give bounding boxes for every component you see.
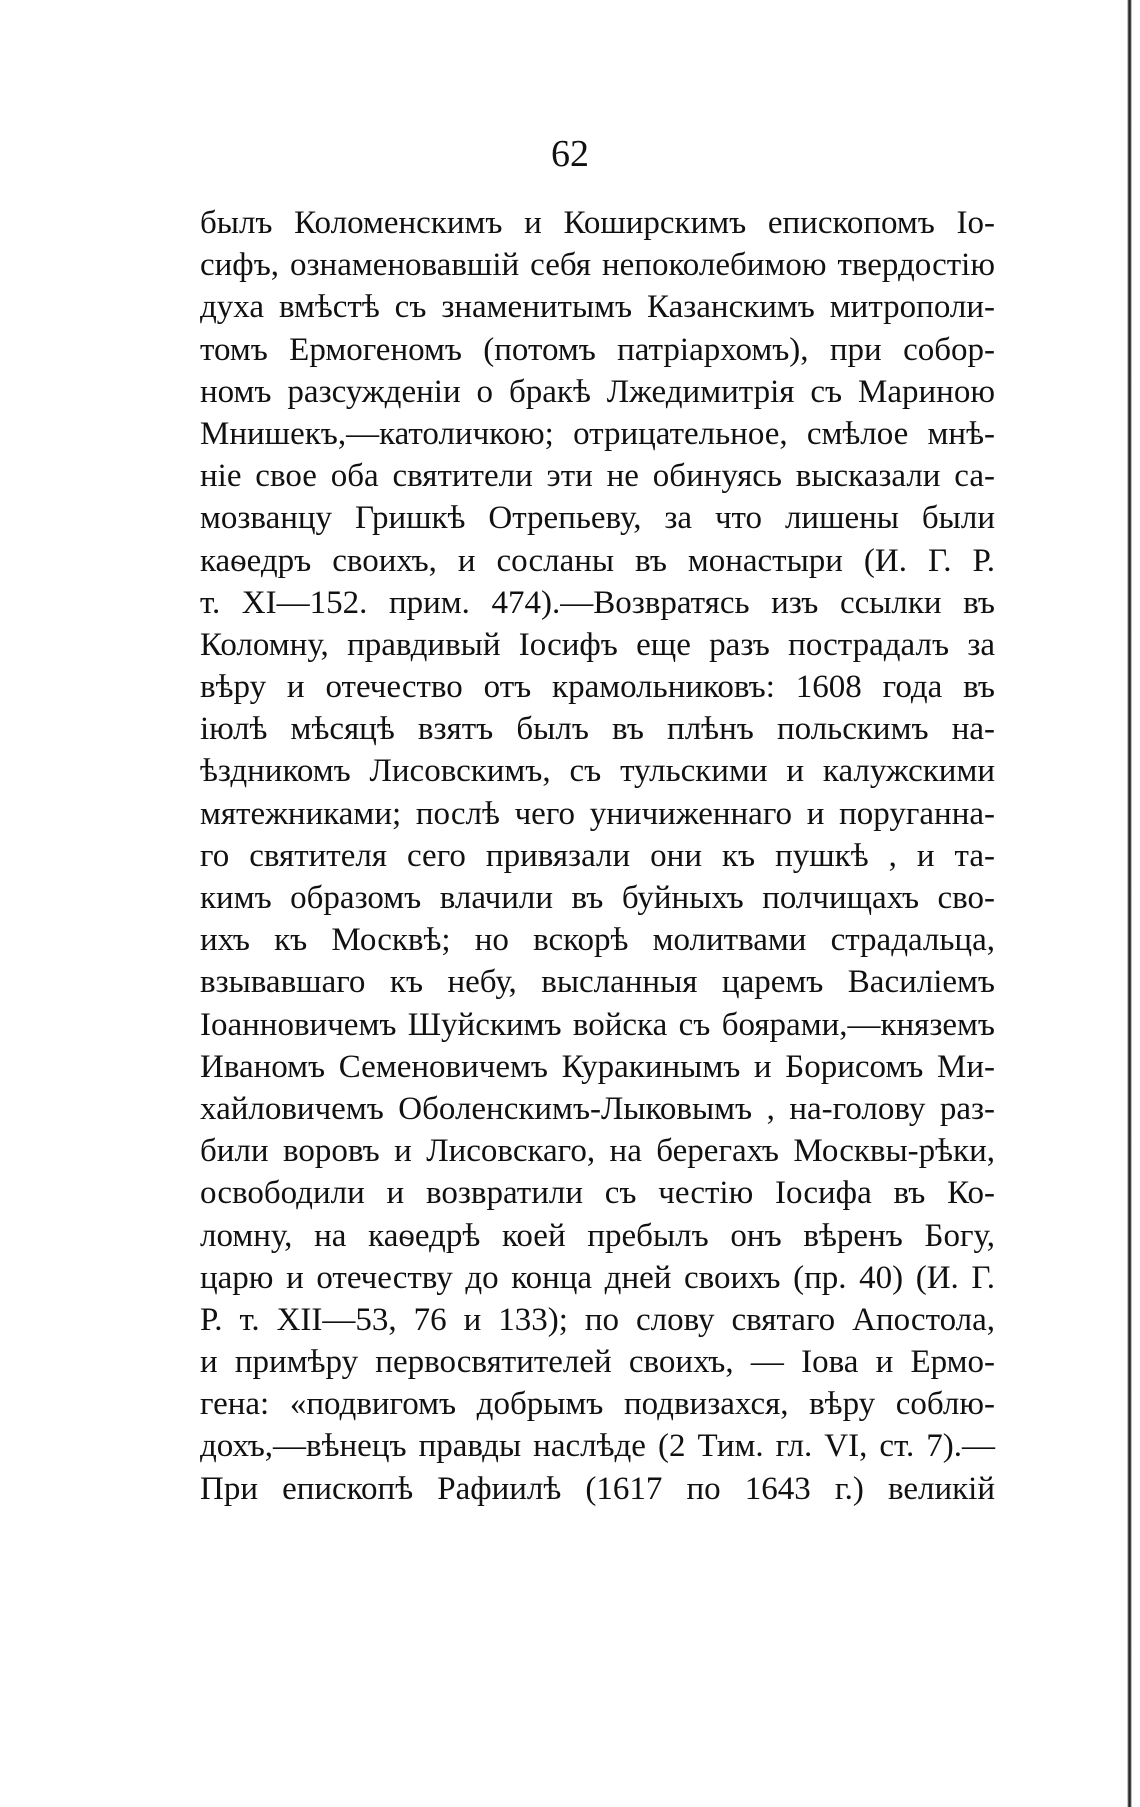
page-edge-line: [1127, 0, 1132, 1807]
page-number: 62: [551, 133, 589, 175]
text-line: кимъ образомъ влачили въ буйныхъ полчищахъ сво-: [200, 880, 995, 916]
text-line: и примѣру первосвятителей своихъ, — Іова и Ермо-: [200, 1344, 995, 1381]
text-line: Мнишекъ,—католичкою; отрицательное, смѣлое мнѣ-: [200, 415, 995, 452]
text-line: ихъ къ Москвѣ; но вскорѣ молитвами страдальца,: [200, 922, 995, 959]
text-line: освободили и возвратили съ честію Іосифа въ Ко-: [200, 1175, 995, 1212]
text-line: номъ разсужденіи о бракѣ Лжедимитрія съ Мариною: [200, 373, 995, 410]
text-line: іюлѣ мѣсяцѣ взятъ былъ въ плѣнъ польскимъ на-: [200, 711, 995, 748]
text-line: былъ Коломенскимъ и Коширскимъ епископомъ Іо-: [200, 205, 995, 241]
text-line: вѣру и отечество отъ крамольниковъ: 1608 года въ: [200, 669, 995, 706]
text-line: При епископѣ Рафиилѣ (1617 по 1643 г.) великій: [200, 1470, 995, 1507]
text-line: ѣздникомъ Лисовскимъ, съ тульскими и калужскими: [200, 753, 995, 790]
text-line: ломну, на каѳедрѣ коей пребылъ онъ вѣренъ Богу,: [200, 1217, 995, 1254]
text-line: били воровъ и Лисовскаго, на берегахъ Москвы-рѣки,: [200, 1133, 995, 1170]
text-line: Иваномъ Семеновичемъ Куракинымъ и Борисомъ Ми-: [200, 1048, 995, 1085]
text-line: Коломну, правдивый Іосифъ еще разъ пострадалъ за: [200, 626, 995, 663]
text-line: мозванцу Гришкѣ Отрепьеву, за что лишены были: [200, 500, 995, 537]
text-line: сифъ, ознаменовавшій себя непоколебимою твердостію: [200, 247, 995, 284]
text-line: гена: «подвигомъ добрымъ подвизахся, вѣру соблю-: [200, 1386, 995, 1423]
body-text: [200, 202, 995, 1510]
text-line: Р. т. XII—53, 76 и 133); по слову святаго Апостола,: [200, 1301, 995, 1338]
text-line: царю и отечеству до конца дней своихъ (пр. 40) (И. Г.: [200, 1259, 995, 1296]
text-line: взывавшаго къ небу, высланныя царемъ Василіемъ: [200, 964, 995, 1001]
text-line: духа вмѣстѣ съ знаменитымъ Казанскимъ митрополи-: [200, 289, 995, 326]
text-line: томъ Ермогеномъ (потомъ патріархомъ), при собор-: [200, 331, 995, 368]
text-line: хайловичемъ Оболенскимъ-Лыковымъ , на-голову раз-: [200, 1090, 995, 1127]
text-line: ніе свое оба святители эти не обинуясь высказали са-: [200, 458, 995, 495]
text-line: Іоанновичемъ Шуйскимъ войска съ боярами,—княземъ: [200, 1006, 995, 1043]
text-line: дохъ,—вѣнецъ правды наслѣде (2 Тим. гл. VI, ст. 7).—: [200, 1428, 995, 1465]
text-line: го святителя сего привязали они къ пушкѣ , и та-: [200, 837, 995, 874]
text-line: каѳедръ своихъ, и сосланы въ монастыри (И. Г. Р.: [200, 542, 995, 579]
text-line: т. XI—152. прим. 474).—Возвратясь изъ ссылки въ: [200, 584, 995, 621]
text-line: мятежниками; послѣ чего уничиженнаго и поруганна-: [200, 795, 995, 832]
